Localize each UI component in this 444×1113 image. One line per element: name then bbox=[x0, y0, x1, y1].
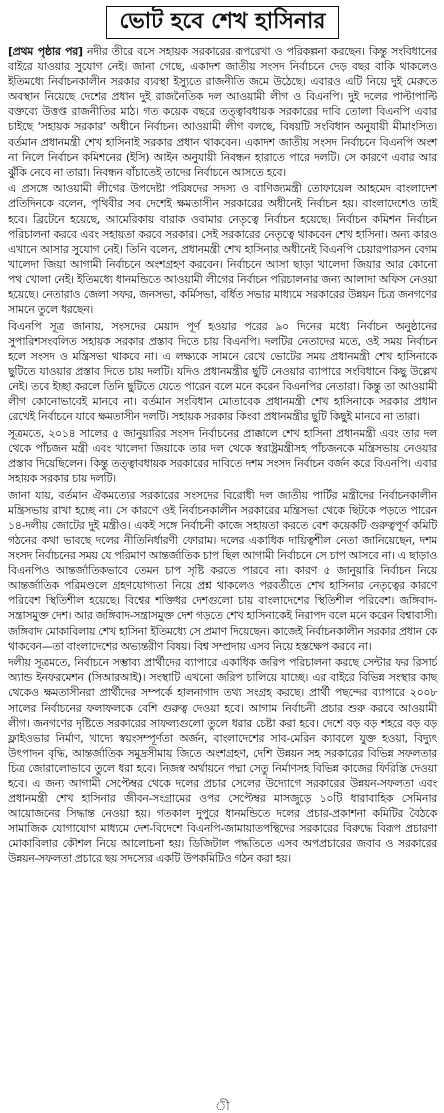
cut-off-glyph: ী bbox=[215, 1099, 230, 1113]
article-paragraph bbox=[8, 44, 437, 180]
article-paragraph bbox=[8, 655, 437, 866]
headline-container bbox=[8, 0, 437, 39]
article-paragraph bbox=[8, 319, 437, 425]
cut-off-bottom-edge bbox=[0, 1099, 444, 1113]
continued-from-front-page-tag: [প্রথম পৃষ্ঠার পর] bbox=[8, 45, 83, 58]
article-paragraph bbox=[8, 181, 437, 317]
article-body bbox=[8, 44, 437, 867]
paragraph-text: জানা যায়, বর্তমান ঐকমত্যের সরকারের সংসদের বিরোধী দল জাতীয় পার্টির মন্ত্রীদের নির্বাচনকালীন মন্ত্রিসভায় রাখা হচ্ছে না। সে কারণে ওই নির্বাচনকালীন সরকারের মন্ত্রিসভা থেকে ছিটকে পড়তে পারেন ১৪-দলীয় জোটের দুই মন্ত্রীও। একই সঙ্গে নির্বাচনী কাজে সহায়তা করতে বেশ কয়েকটি গুরুত্বপূর্ণ কমিটি গঠনের কথা ভাবছে দলের নীতিনির্ধারণী ফোরাম। দলের একাধিক দায়িত্বশীল নেতা জানিয়েছেন, দশম সংসদ নির্বাচনের সময় যে পরিমাণ আন্তর্জাতিক চাপ ছিল আগামী নির্বাচনে সে চাপ আসবে না। এ ছাড়াও বিএনপিও আন্তর্জাতিকভাবে তেমন চাপ সৃষ্টি করতে পারবে না। কারণ ৫ জানুয়ারি নির্বাচন নিয়ে আন্তর্জাতিক পরিমণ্ডলে গ্রহণযোগ্যতা নিয়ে প্রশ্ন থাকলেও পরবর্তীতে শেখ হাসিনার নেতৃত্বের কারণে পরিবেশ স্থিতিশীল হয়েছে। বিশ্বের শক্তিধর দেশগুলো চায় বাংলাদেশের স্থিতিশীল পরিবেশ। জঙ্গিবাদ-সন্ত্রাসমুক্ত দেশ। আর জঙ্গিবাদ-সন্ত্রাসমুক্ত দেশ গড়তে শেখ হাসিনাকেই নিরাপদ বলে মনে করেন বিশ্বাবাসী। জঙ্গিবাদ মোকাবিলায় শেখ হাসিনা ইতিমধ্যে সে প্রমাণ দিয়েছেন। কাজেই নির্বাচনকালীন সরকার প্রধান কে থাকবেন—তা বাংলাদেশের অভ্যন্তরীণ বিষয়। বিশ্ব সম্প্রদায় এসব নিয়ে হস্তক্ষেপ করবে না। bbox=[8, 488, 437, 653]
paragraph-text: নদীর তীরে বসে সহায়ক সরকারের রূপরেখা ও পরিকল্পনা করছেন। কিন্তু সংবিধানের বাইরে যাওয়ার সুযোগ নেই। জানা গেছে, একাদশ জাতীয় সংসদ নির্বাচনে দেড় বছর বাকি থাকলেও ইতিমধ্যে নির্বাচনকালীন সরকার ব্যবস্থা ইস্যুতে রাজনীতি জমে উঠেছে। এবারও এটি নিয়ে দুই মেরুতে অবস্থান নিয়েছে দেশের প্রধান দুই রাজনৈতিক দল আওয়ামী লীগ ও বিএনপি। দুই দলের পাল্টাপাল্টি বক্তব্যে উত্তপ্ত রাজনীতির মাঠ। গত কয়েক বছরে তত্ত্বাবধায়ক সরকারের দাবি তোলা বিএনপি এবার চাইছে ‘সহায়ক সরকার’ অধীনে নির্বাচন। আওয়ামী লীগ বলছে, বিষয়টি সংবিধান অনুযায়ী মীমাংসিত। বর্তমান প্রধানমন্ত্রী শেখ হাসিনাই সরকার প্রধান থাকবেন। একাদশ জাতীয় সংসদ নির্বাচনে বিএনপি অংশ না নিলে নির্বাচন কমিশনের (ইসি) আইন অনুযায়ী নিবন্ধন হারাতে পারে দলটি। সে কারণে এবার আর ঝুঁকি নেবে না তারা। নিবন্ধন বাঁচাতেই তাদের নির্বাচনে আসতে হবে। bbox=[8, 45, 437, 179]
article-paragraph bbox=[8, 426, 437, 486]
paragraph-text: বিএনপি সূত্র জানায়, সংসদের মেয়াদ পূর্ণ হওয়ার পরের ৯০ দিনের মধ্যে নির্বাচন অনুষ্ঠানের সুপারিশসংবলিত সহায়ক সরকার প্রস্তাব দিতে চায় বিএনপি। দলটির নেতাদের মতে, ওই সময় নির্বাচন হলে সংসদ ও মন্ত্রিসভা থাকবে না। এ লক্ষ্যকে সামনে রেখে ভোটের সময় প্রধানমন্ত্রী শেখ হাসিনাকে ছুটিতে যাওয়ার প্রস্তাব দিতে চায় দলটি। যদিও প্রধানমন্ত্রীর ছুটি নেওয়ার ব্যাপারে সংবিধানে কিছু উল্লেখ নেই। তবে ইচ্ছা করলে তিনি ছুটিতে যেতে পারেন বলে মনে করেন বিএনপির নেতারা। কিন্তু তা আওয়ামী লীগ কোনোভাবেই মানবে না। বর্তমান সংবিধান মোতাবেক প্রধানমন্ত্রী শেখ হাসিনাকে সরকার প্রধান রেখেই নির্বাচনে যাবে ক্ষমতাসীন দলটি। সহায়ক সরকার কিংবা প্রধানমন্ত্রীর ছুটি কিছুই মানবে না তারা। bbox=[8, 319, 437, 424]
article-paragraph bbox=[8, 488, 437, 654]
paragraph-text: এ প্রসঙ্গে আওয়ামী লীগের উপদেষ্টা পরিষদের সদস্য ও বাণিজ্যমন্ত্রী তোফায়েল আহমেদ বাংলাদেশ প্রতিদিনকে বলেন, পৃথিবীর সব দেশেই ক্ষমতাসীন সরকারের অধীনেই নির্বাচন হয়। বাংলাদেশেও তাই হবে। ব্রিটেনে হয়েছে, আমেরিকায় বারাক ওবামার নেতৃত্বে নির্বাচন হয়েছে। নির্বাচন কমিশন নির্বাচন পরিচালনা করবে এবং সহায়তা করবে সরকার। সেই সরকারের নেতৃত্বে থাকবেন শেখ হাসিনা। অন্য কারও এখানে আসার সুযোগ নেই। তিনি বলেন, প্রধানমন্ত্রী শেখ হাসিনার অধীনেই বিএনপি চেয়ারপারসন বেগম খালেদা জিয়া আগামী নির্বাচনে অংশগ্রহণ করবেন। নির্বাচনে আসা ছাড়া খালেদা জিয়ার আর কোনো পথ খোলা নেই। ইতিমধ্যে ধানমন্ডিতে আওয়ামী লীগের নির্বাচন পরিচালনার জন্য আলাদা অফিস নেওয়া হয়েছে। নেতারাও জেলা সফর, জনসভা, কর্মিসভা, বর্ধিত সভার মাধ্যমে সরকারের উন্নয়ন চিত্র জনগণের সামনে তুলে ধরছেন। bbox=[8, 182, 437, 317]
paragraph-text: সূত্রমতে, ২০১৪ সালের ৫ জানুয়ারির সংসদ নির্বাচনের প্রাক্কালে শেখ হাসিনা প্রধানমন্ত্রী এবং তার দল থেকে পাঁচজন মন্ত্রী এবং খালেদা জিয়াকে তার দল থেকে স্বরাষ্ট্রমন্ত্রীসহ পাঁচজনকে মন্ত্রিসভায় নেওয়ার প্রস্তাব দিয়েছিলেন। কিন্তু তত্ত্বাবধায়ক সরকারের দাবিতে দশম সংসদ নির্বাচন বর্জন করে বিএনপি। এবার সহায়ক সরকার চায় দলটি। bbox=[8, 426, 437, 486]
paragraph-text: দলীয় সূত্রমতে, নির্বাচনে সম্ভাব্য প্রার্থীদের ব্যাপারে একাধিক জরিপ পরিচালনা করছে সেন্টার ফর রিসার্চ অ্যান্ড ইনফরমেশন (সিআরআই)। সংস্থাটি এখনো জরিপ চালিয়ে যাচ্ছে। এর বাইরে বিভিন্ন সংস্থার কাছ থেকেও ক্ষমতাসীনরা প্রার্থীদের সম্পর্কে হালনাগাদ তথ্য সংগ্রহ করছে। প্রার্থী পছন্দের ব্যাপারে ২০০৮ সালের নির্বাচনের ফলাফলকে বেশি গুরুত্ব দেওয়া হবে। আগাম নির্বাচনী প্রচার শুরু করবে আওয়ামী লীগ। জনগণের দৃষ্টিতে সরকারের সাফল্যগুলো তুলে ধরার চেষ্টা করা হবে। দেশে বড় বড় শহরে বড় বড় ফ্লাইওভার নির্মাণ, খাদ্যে স্বয়ংসম্পূর্ণতা অর্জন, বাংলাদেশের সাব-মেরিন ক্যাবলে যুক্ত হওয়া, বিদ্যুৎ উৎপাদন বৃদ্ধি, আন্তর্জাতিক সমুদ্রসীমায় জিতে অংশগ্রহণ, দেশি উন্নয়ন সহ সরকারের বিভিন্ন সফলতার চিত্র জোরালোভাবে তুলে ধরা হবে। নিজস্ব অর্থায়নে পদ্মা সেতু নির্মাণসহ বিভিন্ন কাজের ফিরিস্তি দেওয়া হবে। এ জন্য আগামী সেপ্টেম্বর থেকে দলের প্রচার সেলের উদ্যোগে সরকারের উন্নয়ন-সফলতা এবং প্রধানমন্ত্রী শেখ হাসিনার জীবন-সংগ্রামের ওপর সেপ্টেম্বর মাসজুড়ে ১০টি ধারাবাহিক সেমিনার আয়োজনের সিদ্ধান্ত নেওয়া হয়। গতকাল দুপুরে ধানমন্ডিতে দলের প্রচার-প্রকাশনা কমিটির বৈঠকে সামাজিক যোগাযোগ মাধ্যমে দেশ-বিদেশে বিএনপি-জামায়াতপন্থিদের সরকারের বিরুদ্ধে বিরূপ প্রচারণা মোকাবিলার কৌশল নিয়ে আলোচনা হয়। ডিজিটাল পদ্ধতিতে এসব অপপ্রচারের জবাব ও সরকারের উন্নয়ন-সফলতা প্রচারে ছয় সদস্যের একটি উপকমিটিও গঠন করা হয়। bbox=[8, 656, 437, 866]
headline: ভোট হবে শেখ হাসিনার bbox=[106, 6, 338, 39]
